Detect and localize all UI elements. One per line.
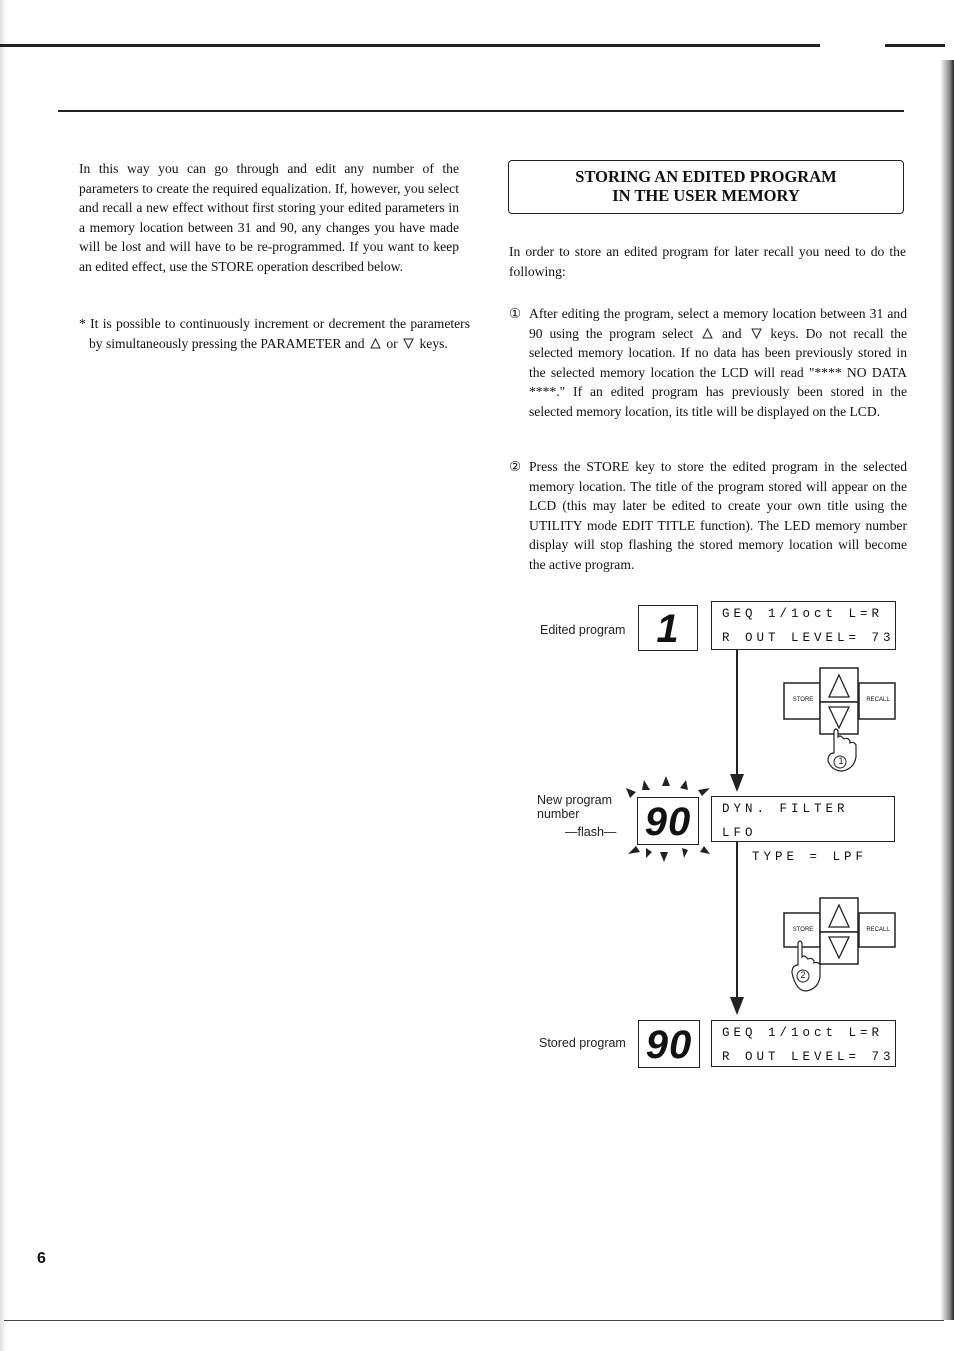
step-2-number: ②	[509, 459, 522, 474]
led-new	[637, 797, 699, 845]
note-text-or: or	[386, 335, 398, 351]
lcd-stored-line2: R OUT LEVEL= 73	[722, 1050, 895, 1064]
lcd-stored	[711, 1020, 896, 1067]
new-program-label-line1: New program	[537, 793, 613, 807]
lcd-new-line1: DYN. FILTER LFO	[722, 802, 849, 840]
recall-key-label: RECALL	[866, 697, 890, 703]
new-program-label-line2: number	[537, 807, 580, 821]
step-1-text-a: After editing the program, select a memory location between 31 and 90 using the program select	[529, 306, 907, 341]
lcd-edited-line1: GEQ 1/1oct L=R	[722, 607, 884, 621]
stored-program-label: Stored program	[539, 1036, 626, 1050]
step-1-text-and: and	[721, 325, 742, 341]
note-paragraph	[79, 314, 470, 353]
up-triangle-icon	[702, 328, 713, 339]
top-rule	[0, 44, 820, 47]
led-stored	[638, 1020, 700, 1068]
note-text-after: keys.	[419, 335, 448, 351]
keypad-step2	[782, 895, 897, 1000]
left-paragraph: In this way you can go through and edit any number of the parameters to create the required equalization. If, however, you select and recall a new effect without first storing your edited parameters in a memory location between 31 and 90, any changes you have made will be lost and will have to be re-programmed. If you want to keep an edited effect, use the STORE operation described below.	[79, 161, 459, 274]
connector-line-1	[736, 650, 738, 778]
lcd-edited-line2: R OUT LEVEL= 73	[722, 631, 895, 645]
store-key-label-2: STORE	[792, 927, 814, 933]
intro-paragraph: In order to store an edited program for later recall you need to do the following:	[509, 244, 906, 279]
connector-line-2	[736, 842, 738, 1000]
lcd-new-line2: TYPE = LPF	[752, 850, 868, 864]
step1-marker: 1	[838, 756, 844, 766]
recall-key-label-2: RECALL	[866, 927, 890, 933]
step-2	[509, 457, 907, 575]
bottom-rule	[4, 1320, 944, 1321]
header-rule	[58, 110, 904, 112]
section-title-line2: IN THE USER MEMORY	[612, 186, 800, 205]
step-1-number: ①	[509, 306, 522, 321]
scan-edge-left	[0, 0, 6, 1351]
edited-program-label: Edited program	[540, 623, 626, 637]
top-rule-right	[885, 44, 945, 47]
new-program-label	[537, 793, 612, 821]
note-text-before: * It is possible to continuously increment or decrement the parameters by simultaneously pressing the PARAMETER and	[79, 316, 470, 351]
step2-marker: 2	[800, 970, 806, 980]
arrow-down-icon	[730, 997, 744, 1015]
section-title-line1: STORING AN EDITED PROGRAM	[575, 167, 837, 186]
step-1	[509, 304, 907, 422]
lcd-edited	[711, 601, 896, 650]
up-triangle-icon	[370, 338, 381, 349]
lcd-new	[711, 796, 895, 864]
flash-label: —flash—	[565, 825, 617, 839]
led-stored-digits: 90	[645, 1023, 693, 1067]
store-key-label: STORE	[792, 697, 814, 703]
down-triangle-icon	[751, 328, 762, 339]
led-edited-digits: 1	[656, 607, 680, 651]
page-number: 6	[37, 1250, 46, 1267]
scan-edge-right	[940, 60, 954, 1320]
led-edited	[638, 605, 698, 651]
led-new-digits: 90	[644, 800, 692, 844]
step-1-text-b: keys. Do not recall the selected memory location. If no data has been previously stored in the selected memory location the LCD will read "**** NO DATA ****." If an edited program has previously been stored in the selected memory location, its title will be displayed on the LCD.	[529, 325, 908, 419]
step-2-text: Press the STORE key to store the edited program in the selected memory location. The title of the program stored will appear on the LCD (this may later be edited to create your own title using the UTILITY mode EDIT TITLE function). The LED memory number display will stop flashing the stored memory location will become the active program.	[529, 459, 907, 572]
section-title-box	[508, 160, 904, 214]
lcd-stored-line1: GEQ 1/1oct L=R	[722, 1026, 884, 1040]
down-triangle-icon	[403, 338, 414, 349]
arrow-down-icon	[730, 774, 744, 792]
